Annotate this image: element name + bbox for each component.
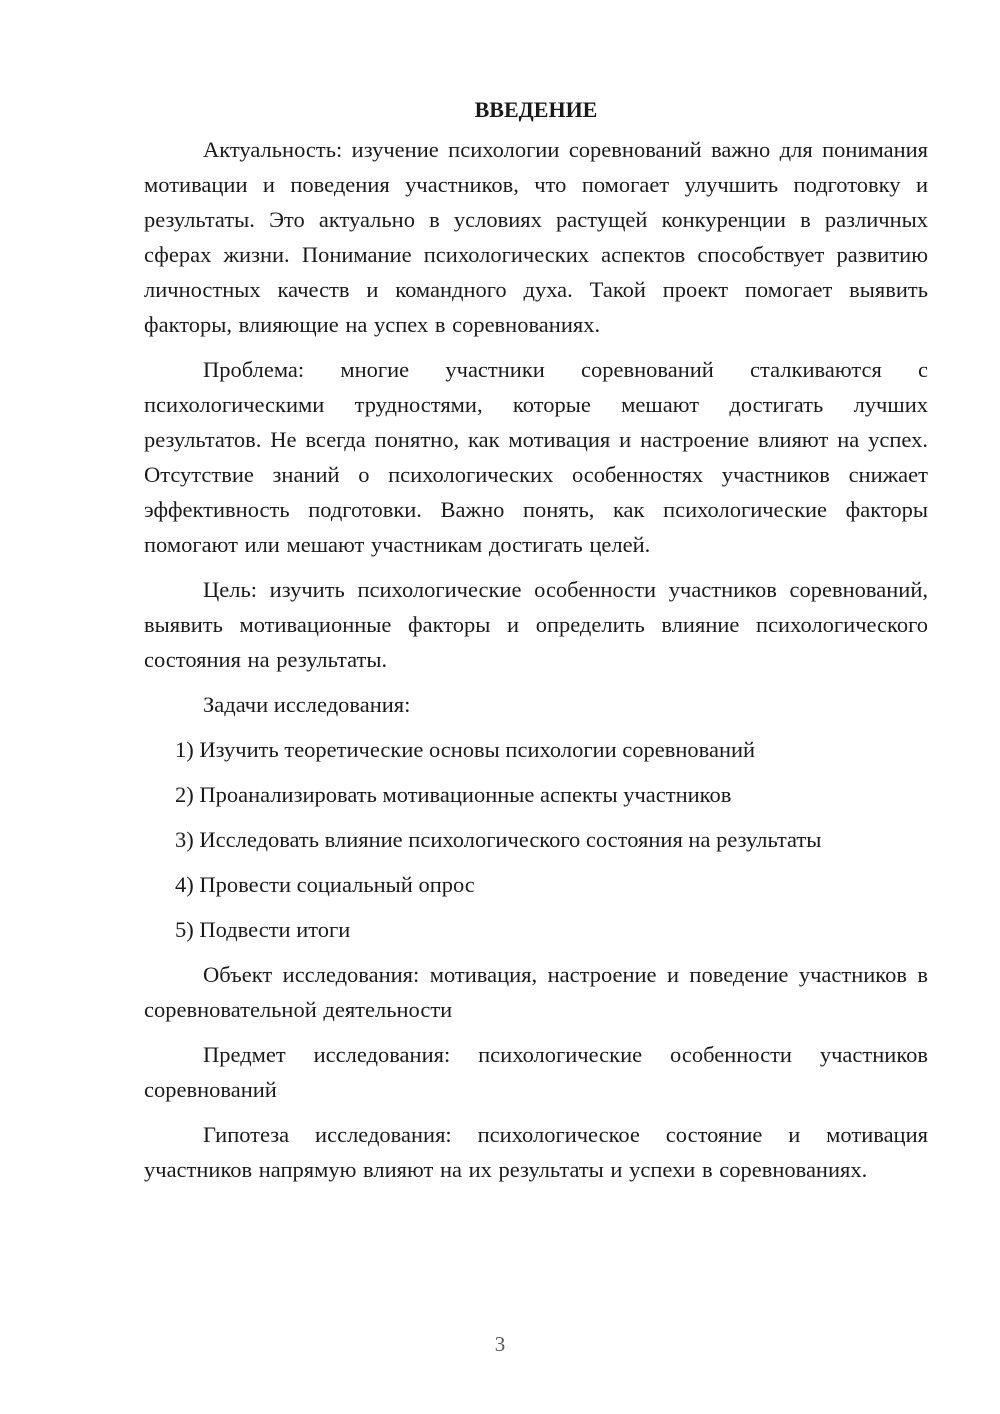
hypothesis-paragraph: Гипотеза исследования: психологическое состояние и мотивация участников напрямую влияют на их результаты и успехи в соревнованиях. (144, 1122, 928, 1182)
relevance-paragraph: Актуальность: изучение психологии соревнований важно для понимания мотивации и поведения участников, что помогает улучшить подготовку и результаты. Это актуально в условиях растущей конкуренции в различных сферах жизни. Понимание психологических аспектов способствует развитию личностных качеств и командного духа. Такой проект помогает выявить факторы, влияющие на успех в соревнованиях. (144, 137, 928, 337)
list-item: 3) Исследовать влияние психологического состояния на результаты (175, 827, 822, 852)
task-list (144, 732, 928, 947)
goal-paragraph: Цель: изучить психологические особенности участников соревнований, выявить мотивационные факторы и определить влияние психологического состояния на результаты. (144, 577, 928, 672)
tasks-heading: Задачи исследования: (203, 692, 411, 717)
page-number: 3 (494, 1332, 506, 1356)
document-page (144, 92, 928, 1197)
list-item: 5) Подвести итоги (175, 917, 351, 942)
subject-paragraph: Предмет исследования: психологические особенности участников соревнований (144, 1042, 928, 1102)
object-paragraph: Объект исследования: мотивация, настроение и поведение участников в соревновательной деятельности (144, 962, 928, 1022)
list-item: 2) Проанализировать мотивационные аспекты участников (175, 782, 732, 807)
list-item: 1) Изучить теоретические основы психологии соревнований (175, 737, 756, 762)
list-item: 4) Провести социальный опрос (175, 872, 475, 897)
problem-paragraph: Проблема: многие участники соревнований сталкиваются с психологическими трудностями, которые мешают достигать лучших результатов. Не всегда понятно, как мотивация и настроение влияют на успех. Отсутствие знаний о психологических особенностях участников снижает эффективность подготовки. Важно понять, как психологические факторы помогают или мешают участникам достигать целей. (144, 357, 928, 557)
page-title: ВВЕДЕНИЕ (474, 97, 598, 122)
